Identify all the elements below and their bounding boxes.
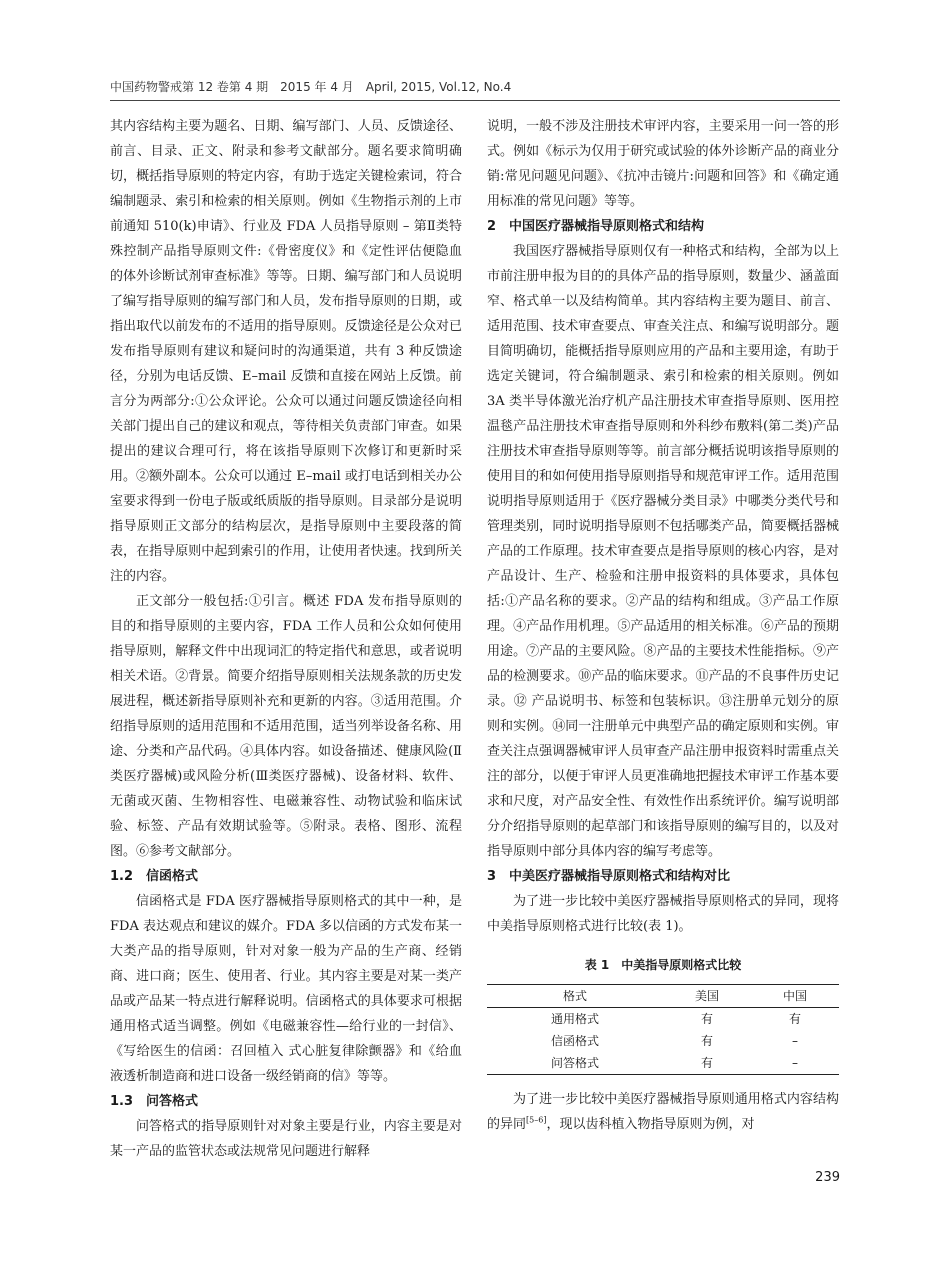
table-row [487,1052,839,1075]
table-caption: 表 1 中美指导原则格式比较 [584,958,742,972]
section-heading-2: 2 中国医疗器械指导原则格式和结构 [487,219,705,234]
paragraph: 为了进一步比较中美医疗器械指导原则格式的异同，现将中美指导原则格式进行比较(表 1)。 [487,894,839,934]
paragraph: 说明，一般不涉及注册技术审评内容，主要采用一问一答的形式。例如《标示为仅用于研究或试验的体外诊断产品的商业分销:常见问题见问题》、《抗冲击镜片:问题和回答》和《确定通用标准的常见问题》等等。 [487,119,839,209]
paragraph: 信函格式是 FDA 医疗器械指导原则格式的其中一种，是 FDA 表达观点和建议的媒介。FDA 多以信函的方式发布某一大类产品的指导原则，针对对象一般为产品的生产商、经销商、进口商；医生、使用者、行业。其内容主要是对某一类产品或产品某一特点进行解释说明。信函格式的具体要求可根据通用格式适当调整。例如《电磁兼容性—给行业的一封信》、《写给医生的信函：召回植入 式心脏复律除颤器》和《给血液透析制造商和进口设备一级经销商的信》等等。 [110,894,462,1084]
table-cell: 通用格式 [550,1012,599,1026]
table-cell: 信函格式 [550,1034,599,1048]
page-number: 239 [815,1170,840,1185]
comparison-table [487,984,839,1075]
section-heading-1-2: 1.2 信函格式 [110,869,199,884]
table-row [487,1008,839,1031]
citation-ref: [5–6] [526,1115,547,1125]
table-cell: 问答格式 [550,1056,599,1070]
table-cell: 有 [700,1012,713,1026]
table-cell: 有 [788,1012,801,1026]
paragraph: 问答格式的指导原则针对对象主要是行业，内容主要是对某一产品的监管状态或法规常见问题进行解释 [110,1119,462,1159]
paragraph: 其内容结构主要为题名、日期、编写部门、人员、反馈途径、前言、目录、正文、附录和参考文献部分。题名要求简明确切，概括指导原则的特定内容，有助于选定关键检索词，符合编制题录、索引和检索的相关原则。例如《生物指示剂的上市前通知 510(k)申请》、行业及 FDA 人员指导原则 – 第Ⅱ类特殊控制产品指导原则文件:《骨密度仪》和《定性评估便隐血的体外诊断试剂审查标准》等等。日期、编写部门和人员说明了编写指导原则的编写部门和人员，发布指导原则的日期，或指出取代以前发布的不适用的指导原则。反馈途径是公众对已发布指导原则有建议和疑问时的沟通渠道，共有 3 种反馈途径，分别为电话反馈、E–mail 反馈和直接在网站上反馈。前言分为两部分:①公众评论。公众可以通过问题反馈途径向相关部门提出自己的建议和观点，等待相关负责部门审查。如果提出的建议合理可行，将在该指导原则下次修订和更新时采用。②额外副本。公众可以通过 E–mail 或打电话到相关办公室要求得到一份电子版或纸质版的指导原则。目录部分是说明指导原则正文部分的结构层次，是指导原则中主要段落的简表，在指导原则中起到索引的作用，让使用者快速。找到所关注的内容。 [110,119,462,584]
table-header-cell: 美国 [694,989,719,1003]
table-header-row [487,985,839,1008]
table-row [487,1030,839,1052]
table-cell: – [791,1056,798,1070]
left-column [110,114,462,1164]
paragraph [487,1087,839,1137]
table-cell: 有 [700,1056,713,1070]
table-header-cell: 格式 [562,989,587,1003]
section-heading-1-3: 1.3 问答格式 [110,1094,199,1109]
header-divider [110,100,840,101]
paragraph: 我国医疗器械指导原则仅有一种格式和结构，全部为以上市前注册申报为目的的具体产品的指导原则，数量少、涵盖面窄、格式单一以及结构简单。其内容结构主要为题目、前言、适用范围、技术审查要点、审查关注点、和编写说明部分。题目简明确切，能概括指导原则应用的产品和主要用途，有助于选定关键词，符合编制题录、索引和检索的相关原则。例如 3A 类半导体激光治疗机产品注册技术审查指导原则、医用控温毯产品注册技术审查指导原则和外科纱布敷料(第二类)产品注册技术审查指导原则等等。前言部分概括说明该指导原则的使用目的和如何使用指导原则指导和规范审评工作。适用范围说明指导原则适用于《医疗器械分类目录》中哪类分类代号和管理类别，同时说明指导原则不包括哪类产品，简要概括器械产品的工作原理。技术审查要点是指导原则的核心内容，是对产品设计、生产、检验和注册申报资料的具体要求，具体包括:①产品名称的要求。②产品的结构和组成。③产品工作原理。④产品作用机理。⑤产品适用的相关标准。⑥产品的预期用途。⑦产品的主要风险。⑧产品的主要技术性能指标。⑨产品的检测要求。⑩产品的临床要求。⑪产品的不良事件历史记录。⑫ 产品说明书、标签和包装标识。⑬注册单元划分的原则和实例。⑭同一注册单元中典型产品的确定原则和实例。审查关注点强调器械审评人员审查产品注册申报资料时需重点关注的部分，以便于审评人员更准确地把握技术审评工作基本要求和尺度，对产品安全性、有效性作出系统评价。编写说明部分介绍指导原则的起草部门和该指导原则的编写目的，以及对指导原则中部分具体内容的编写考虑等。 [487,244,839,859]
paragraph-text: ，现以齿科植入物指导原则为例，对 [546,1117,755,1132]
right-column [487,114,839,1137]
table-cell: 有 [700,1034,713,1048]
table-header-cell: 中国 [782,989,807,1003]
paragraph: 正文部分一般包括:①引言。概述 FDA 发布指导原则的目的和指导原则的主要内容，FDA 工作人员和公众如何使用指导原则，解释文件中出现词汇的特定指代和意思，或者说明相关术语。②背景。简要介绍指导原则相关法规条款的历史发展进程，概述新指导原则补充和更新的内容。③适用范围。介绍指导原则的适用范围和不适用范围，适当列举设备名称、用途、分类和产品代码。④具体内容。如设备描述、健康风险(Ⅱ类医疗器械)或风险分析(Ⅲ类医疗器械)、设备材料、软件、无菌或灭菌、生物相容性、电磁兼容性、动物试验和临床试验、标签、产品有效期试验等。⑤附录。表格、图形、流程图。⑥参考文献部分。 [110,594,462,859]
paragraph-text: 为了进一步比较中美医疗器械指导原则通用格式内容结构的异同 [487,1092,839,1132]
section-heading-3: 3 中美医疗器械指导原则格式和结构对比 [487,869,731,884]
running-header: 中国药物警戒第 12 卷第 4 期 2015 年 4 月 April, 2015, Vol.12, No.4 [110,80,512,94]
table-cell: – [791,1034,798,1048]
